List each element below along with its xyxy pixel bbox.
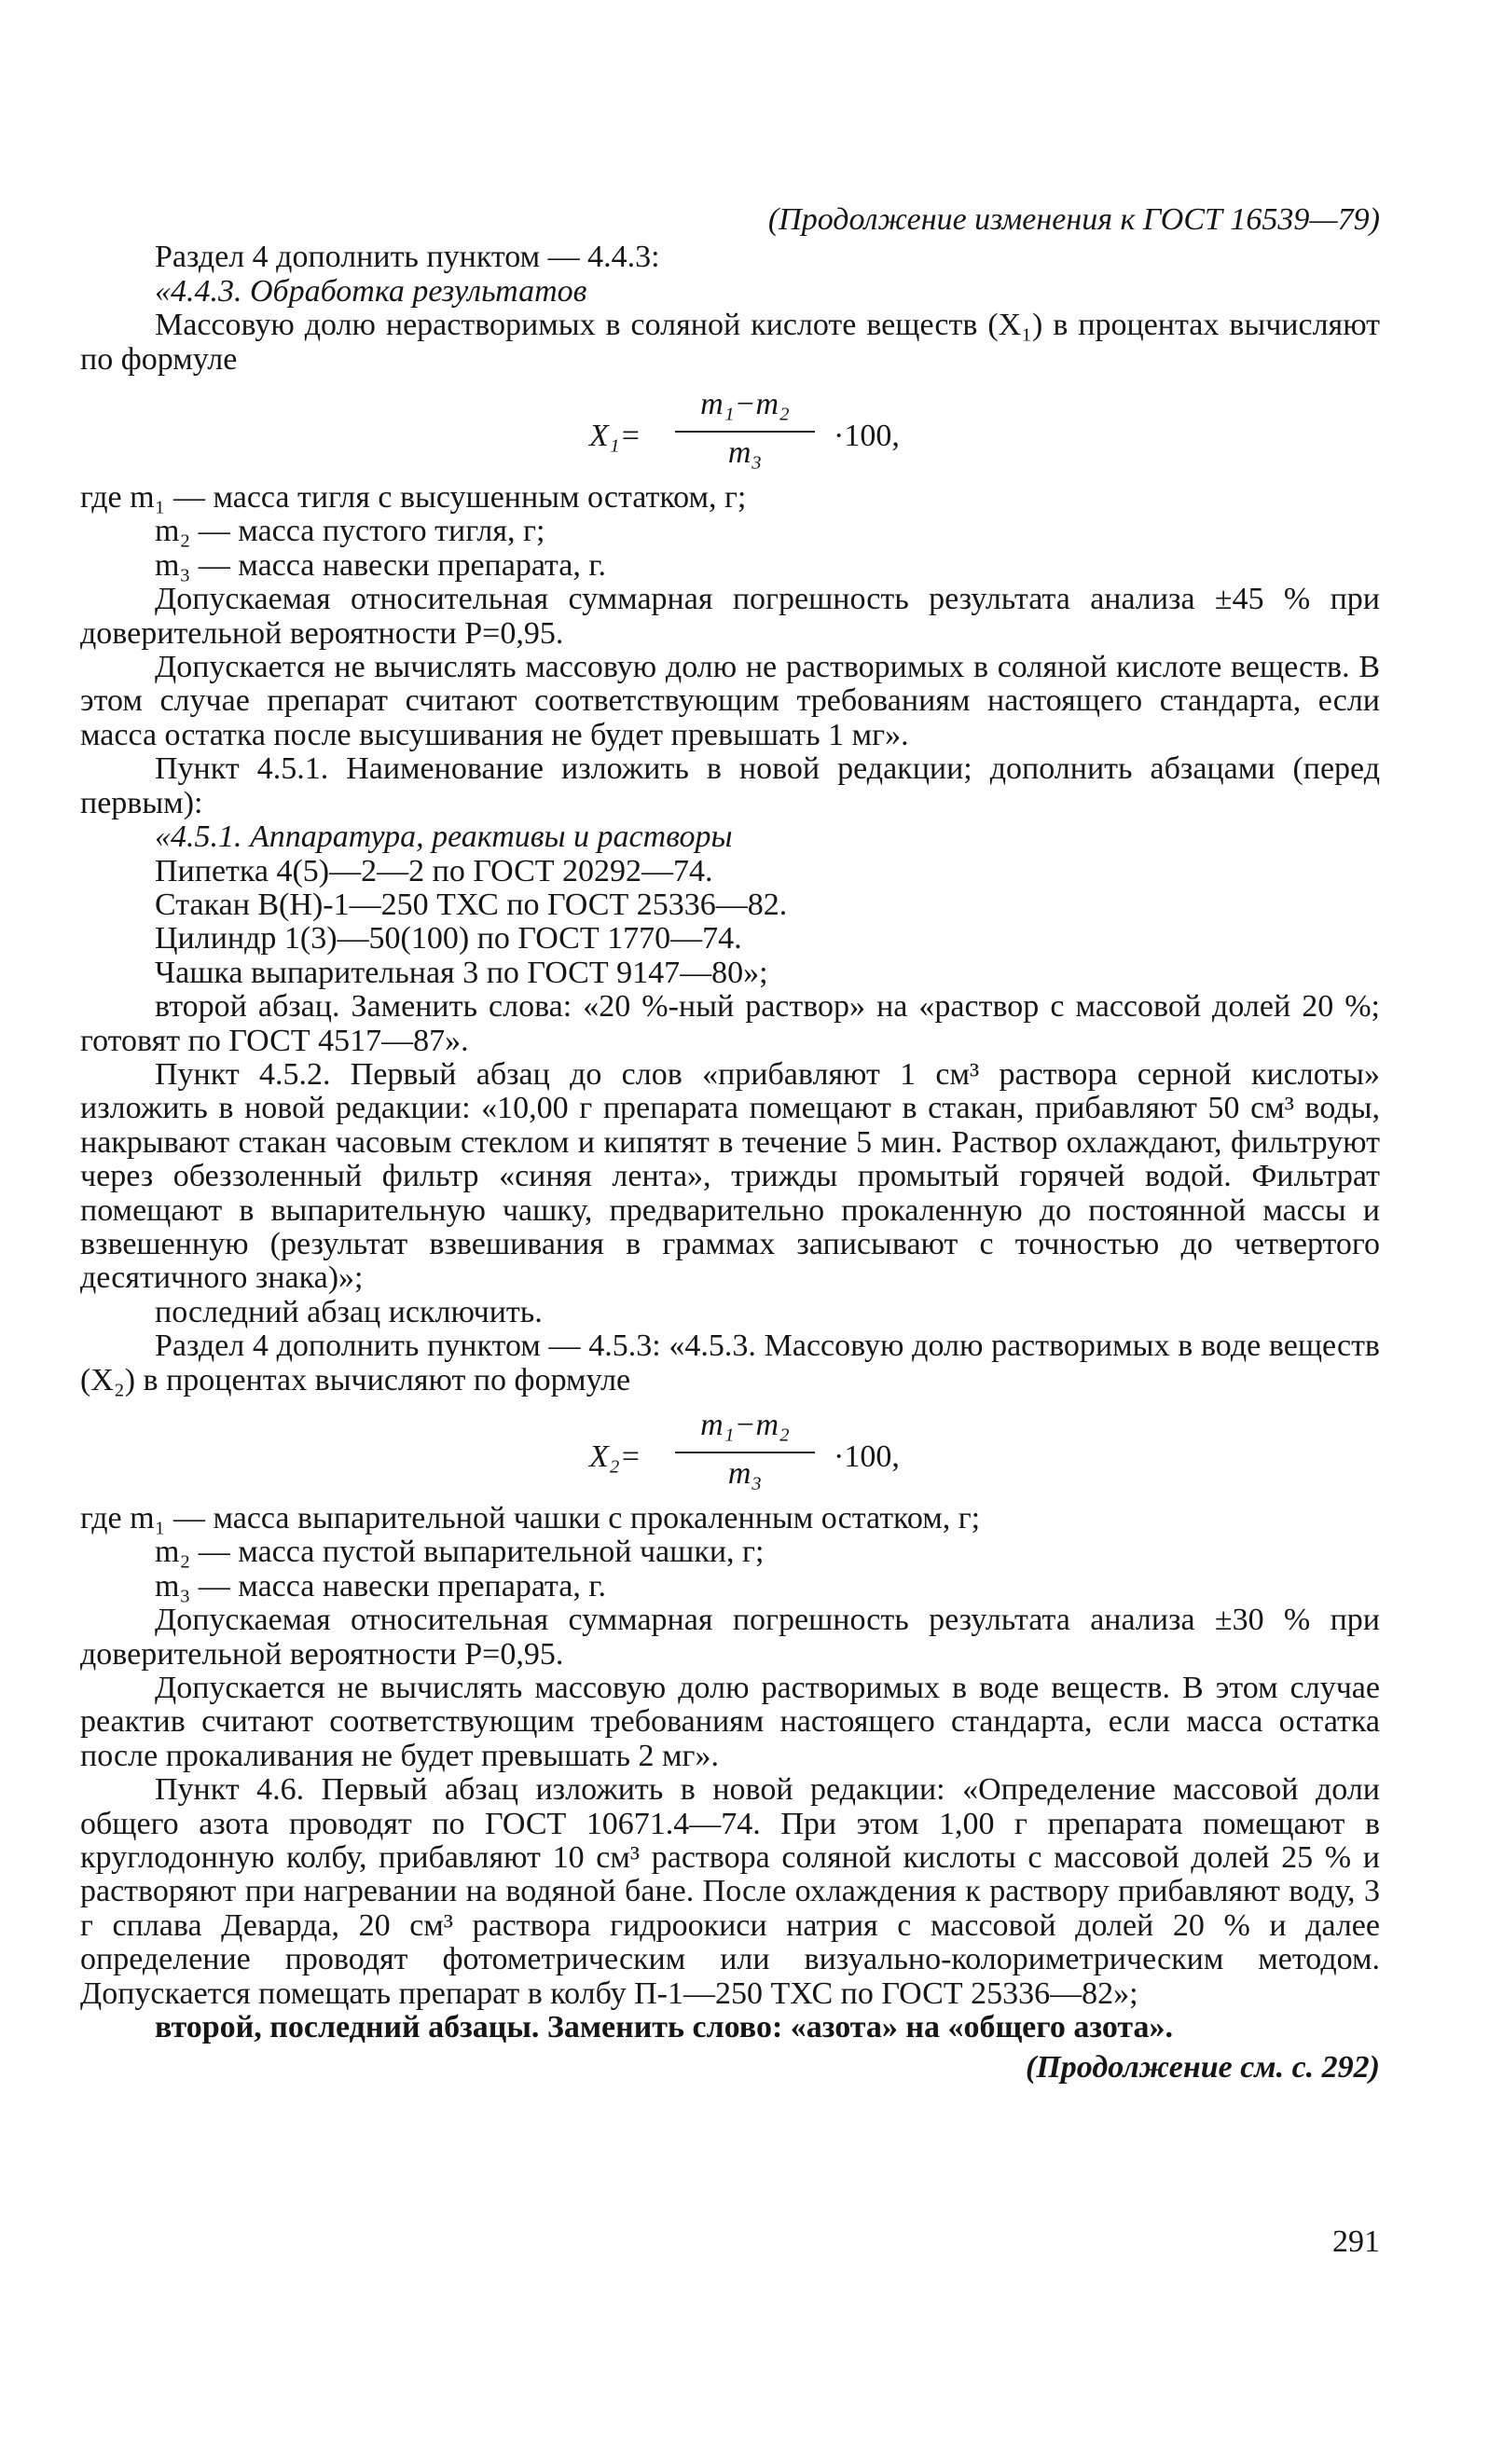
sec-4-4-3-where-m3: m₃ — масса навески препарата, г. [155, 547, 607, 583]
page-number: 291 [1332, 2224, 1380, 2259]
sec-4-5-3-where-m3: m₃ — масса навески препарата, г. [155, 1568, 607, 1604]
formula-x1 [80, 377, 1380, 481]
formula-x1-bar [675, 431, 815, 433]
sec-4-5-3-where-m1: где m₁ — масса выпарительной чашки с прокаленным остатком, г; [80, 1501, 981, 1535]
formula-x2-bar [675, 1452, 815, 1453]
sec-4-5-1-second-para: второй абзац. Заменить слова: «20 %-ный раствор» на «раствор с массовой долей 20 %; готовят по ГОСТ 4517—87». [80, 989, 1380, 1058]
sec-4-5-2-last-para: последний абзац исключить. [155, 1294, 543, 1329]
formula-x1-denominator: m₃ [727, 435, 763, 471]
sec-4-5-2-text: Пункт 4.5.2. Первый абзац до слов «прибавляют 1 см³ раствора серной кислоты» изложить в новой редакции: «10,00 г препарата помещают в стакан, прибавляют 50 см³ воды, накрывают стакан часовым стеклом и кипятят в течение 5 мин. Раствор охлаждают, фильтруют через обеззоленный фильтр «синяя лента», трижды промытый горячей водой. Фильтрат помещают в выпарительную чашку, предварительно прокаленную до постоянной массы и взвешенную (результат взвешивания в граммах записывают с точностью до четвертого десятичного знака)»; [80, 1056, 1380, 1296]
equipment-item-cylinder: Цилиндр 1(3)—50(100) по ГОСТ 1770—74. [155, 921, 742, 957]
formula-x2-fraction [675, 1397, 815, 1502]
sec-4-4-3-lead: Массовую долю нерастворимых в соляной кислоте веществ (X₁) в процентах вычисляют по формуле [80, 308, 1380, 377]
formula-x1-fraction [675, 377, 815, 481]
sec-4-4-3-where-m1: где m₁ — масса тигля с высушенным остатком, г; [80, 480, 747, 516]
footer-continuation: (Продолжение см. с. 292) [1026, 2049, 1380, 2085]
sec-4-4-3-intro: Раздел 4 дополнить пунктом — 4.4.3: [155, 240, 660, 275]
sec-4-5-1-title: «4.5.1. Аппаратура, реактивы и растворы [155, 819, 733, 855]
sec-4-5-3-where-m2: m₂ — масса пустой выпарительной чашки, г; [155, 1535, 765, 1570]
sec-4-6-last: второй, последний абзацы. Заменить слово: «азота» на «общего азота». [155, 2010, 1174, 2045]
formula-x1-multiplier: ·100, [834, 419, 900, 454]
equipment-item-dish: Чашка выпарительная 3 по ГОСТ 9147—80»; [155, 955, 768, 990]
equipment-item-beaker: Стакан В(Н)-1—250 ТХС по ГОСТ 25336—82. [155, 887, 788, 922]
equipment-item-pipette: Пипетка 4(5)—2—2 по ГОСТ 20292—74. [155, 853, 713, 888]
text-column [80, 203, 1380, 2085]
sec-4-4-3-title: «4.4.3. Обработка результатов [155, 273, 587, 309]
formula-x2 [80, 1397, 1380, 1502]
sec-4-5-3-error-note: Допускаемая относительная суммарная погрешность результата анализа ±30 % при доверительной вероятности P=0,95. [80, 1603, 1380, 1672]
sec-4-5-1-intro: Пункт 4.5.1. Наименование изложить в новой редакции; дополнить абзацами (перед первым): [80, 751, 1380, 820]
formula-x1-numerator: m₁−m₂ [700, 387, 790, 422]
header-continuation: (Продолжение изменения к ГОСТ 16539—79) [767, 202, 1380, 237]
formula-x2-multiplier: ·100, [834, 1439, 900, 1474]
formula-x2-numerator: m₁−m₂ [700, 1408, 790, 1442]
sec-4-4-3-allowed-note: Допускается не вычислять массовую долю не растворимых в соляной кислоте веществ. В этом случае препарат считают соответствующим требованиям настоящего стандарта, если масса остатка после высушивания не будет превышать 1 мг». [80, 650, 1380, 752]
sec-4-6-text: Пункт 4.6. Первый абзац изложить в новой редакции: «Определение массовой доли общего азота проводят по ГОСТ 10671.4—74. При этом 1,00 г препарата помещают в круглодонную колбу, прибавляют 10 см³ раствора соляной кислоты с массовой долей 25 % и растворяют при нагревании на водяной бане. После охлаждения к раствору прибавляют воду, 3 г сплава Деварда, 20 см³ раствора гидроокиси натрия с массовой долей 20 % и далее определение проводят фотометрическим или визуально-колориметрическим методом. Допускается помещать препарат в колбу П-1—250 ТХС по ГОСТ 25336—82»; [80, 1772, 1380, 2011]
formula-x1-lhs: X₁= [589, 419, 641, 454]
sec-4-4-3-where-m2: m₂ — масса пустого тигля, г; [155, 514, 545, 549]
sec-4-5-3-allowed-note: Допускается не вычислять массовую долю растворимых в воде веществ. В этом случае реактив считают соответствующим требованиям настоящего стандарта, если масса остатка после прокаливания не будет превышать 2 мг». [80, 1671, 1380, 1773]
sec-4-5-3-lead: Раздел 4 дополнить пунктом — 4.5.3: «4.5.3. Массовую долю растворимых в воде веществ (X₂) в процентах вычисляют по формуле [80, 1328, 1380, 1397]
formula-x2-denominator: m₃ [727, 1456, 763, 1491]
formula-x2-lhs: X₂= [589, 1439, 641, 1474]
sec-4-4-3-error-note: Допускаемая относительная суммарная погрешность результата анализа ±45 % при доверительной вероятности P=0,95. [80, 582, 1380, 651]
